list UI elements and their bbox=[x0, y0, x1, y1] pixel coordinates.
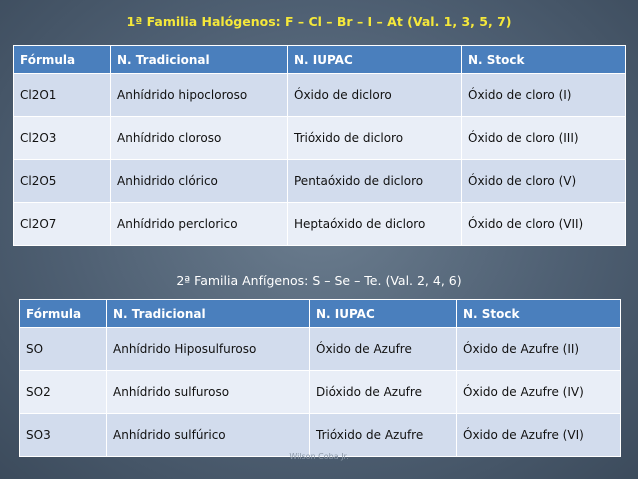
formula-cell: SO2 bbox=[20, 371, 107, 414]
traditional-name-cell: Anhidrido clórico bbox=[111, 160, 288, 203]
iupac-name-cell: Heptaóxido de dicloro bbox=[288, 203, 462, 246]
table-row bbox=[14, 74, 626, 117]
table-row bbox=[20, 371, 621, 414]
chalcogen-oxides-table bbox=[19, 299, 621, 457]
traditional-name-cell: Anhídrido hipocloroso bbox=[111, 74, 288, 117]
stock-name-cell: Óxido de cloro (V) bbox=[462, 160, 626, 203]
traditional-name-cell: Anhídrido perclorico bbox=[111, 203, 288, 246]
table-row bbox=[14, 117, 626, 160]
iupac-name-cell: Pentaóxido de dicloro bbox=[288, 160, 462, 203]
header-traditional-name: N. Tradicional bbox=[111, 46, 288, 74]
table-row bbox=[20, 414, 621, 457]
halogen-oxides-table bbox=[13, 45, 626, 246]
header-iupac-name: N. IUPAC bbox=[288, 46, 462, 74]
stock-name-cell: Óxido de cloro (I) bbox=[462, 74, 626, 117]
header-stock-name: N. Stock bbox=[462, 46, 626, 74]
table-row bbox=[14, 160, 626, 203]
stock-name-cell: Óxido de cloro (III) bbox=[462, 117, 626, 160]
formula-cell: SO bbox=[20, 328, 107, 371]
formula-cell: Cl2O5 bbox=[14, 160, 111, 203]
iupac-name-cell: Trióxido de Azufre bbox=[310, 414, 457, 457]
formula-cell: Cl2O1 bbox=[14, 74, 111, 117]
table-row bbox=[14, 203, 626, 246]
stock-name-cell: Óxido de Azufre (II) bbox=[457, 328, 621, 371]
stock-name-cell: Óxido de cloro (VII) bbox=[462, 203, 626, 246]
traditional-name-cell: Anhídrido sulfúrico bbox=[107, 414, 310, 457]
header-traditional-name: N. Tradicional bbox=[107, 300, 310, 328]
iupac-name-cell: Trióxido de dicloro bbox=[288, 117, 462, 160]
traditional-name-cell: Anhídrido Hiposulfuroso bbox=[107, 328, 310, 371]
stock-name-cell: Óxido de Azufre (VI) bbox=[457, 414, 621, 457]
table-header-row bbox=[20, 300, 621, 328]
iupac-name-cell: Óxido de Azufre bbox=[310, 328, 457, 371]
table-row bbox=[20, 328, 621, 371]
chalcogen-family-title: 2ª Familia Anfígenos: S – Se – Te. (Val. 2, 4, 6) bbox=[176, 273, 462, 288]
header-formula: Fórmula bbox=[20, 300, 107, 328]
halogen-family-title: 1ª Familia Halógenos: F – Cl – Br – I – At (Val. 1, 3, 5, 7) bbox=[126, 14, 512, 29]
author-footer: Wilson Coba Jr. bbox=[289, 452, 349, 461]
formula-cell: Cl2O7 bbox=[14, 203, 111, 246]
traditional-name-cell: Anhídrido cloroso bbox=[111, 117, 288, 160]
formula-cell: Cl2O3 bbox=[14, 117, 111, 160]
formula-cell: SO3 bbox=[20, 414, 107, 457]
header-formula: Fórmula bbox=[14, 46, 111, 74]
header-iupac-name: N. IUPAC bbox=[310, 300, 457, 328]
header-stock-name: N. Stock bbox=[457, 300, 621, 328]
table-header-row bbox=[14, 46, 626, 74]
iupac-name-cell: Óxido de dicloro bbox=[288, 74, 462, 117]
traditional-name-cell: Anhídrido sulfuroso bbox=[107, 371, 310, 414]
stock-name-cell: Óxido de Azufre (IV) bbox=[457, 371, 621, 414]
iupac-name-cell: Dióxido de Azufre bbox=[310, 371, 457, 414]
